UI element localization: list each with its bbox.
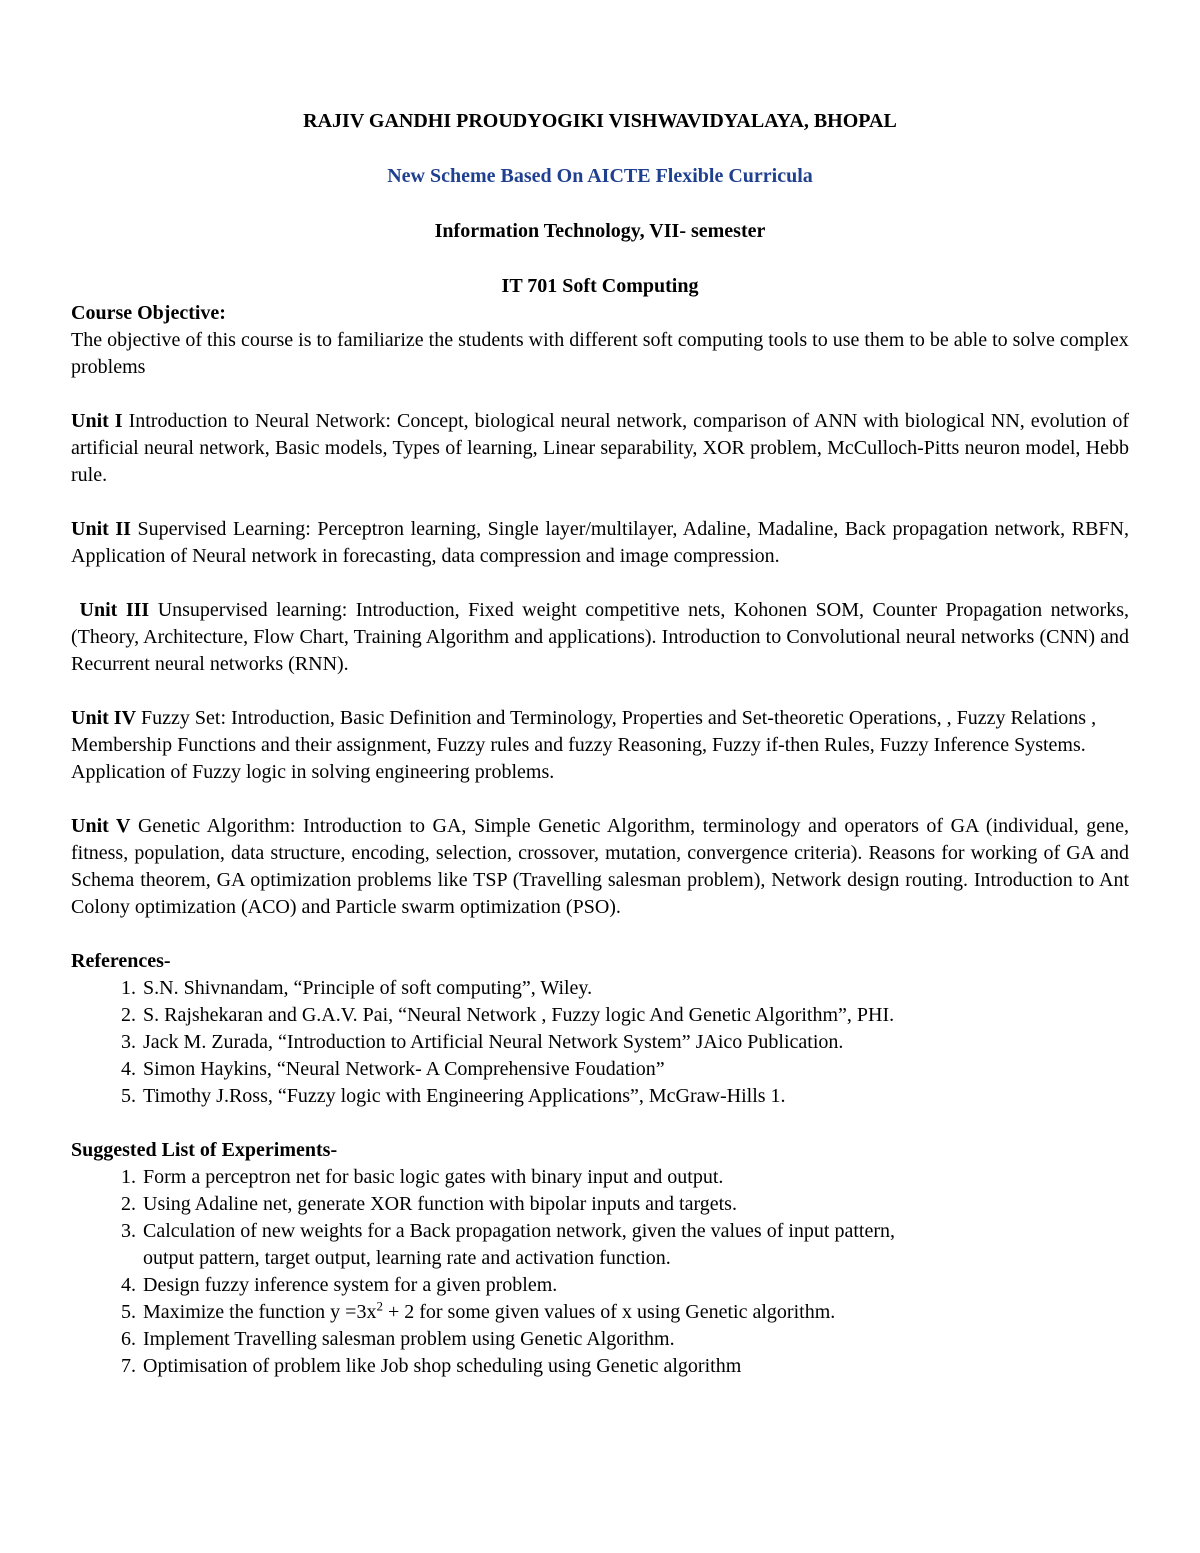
course-title: IT 701 Soft Computing [501, 275, 699, 297]
unit-1 [71, 408, 1129, 489]
experiment-5-before: Maximize the function y =3x [143, 1301, 377, 1323]
experiment-item: 3. Calculation of new weights for a Back propagation network, given the values of input pattern, output pattern, target output, learning rate and activation function. [141, 1218, 1129, 1272]
unit-1-title: Unit I [71, 410, 123, 432]
unit-3 [71, 597, 1129, 678]
unit-4 [71, 705, 1129, 786]
document-page [71, 108, 1129, 1380]
reference-item: 3. Jack M. Zurada, “Introduction to Artificial Neural Network System” JAico Publication. [141, 1029, 1129, 1056]
reference-item: 5. Timothy J.Ross, “Fuzzy logic with Engineering Applications”, McGraw-Hills 1. [141, 1083, 1129, 1110]
unit-2 [71, 516, 1129, 570]
unit-5-title: Unit V [71, 815, 131, 837]
unit-2-text: Supervised Learning: Perceptron learning, Single layer/multilayer, Adaline, Madaline, Back propagation network, RBFN, Application of Neural network in forecasting, data compression and image compression. [71, 518, 1129, 567]
experiment-item: 1. Form a perceptron net for basic logic gates with binary input and output. [141, 1164, 1129, 1191]
references-label: References- [71, 950, 171, 972]
scheme-title: New Scheme Based On AICTE Flexible Curricula [387, 165, 813, 187]
experiment-5-after: + 2 for some given values of x using Genetic algorithm. [382, 1301, 836, 1323]
unit-3-title: Unit III [79, 599, 150, 621]
reference-item: 2. S. Rajshekaran and G.A.V. Pai, “Neural Network , Fuzzy logic And Genetic Algorithm”, PHI. [141, 1002, 1129, 1029]
unit-2-title: Unit II [71, 518, 131, 540]
university-title: RAJIV GANDHI PROUDYOGIKI VISHWAVIDYALAYA, BHOPAL [303, 110, 897, 132]
references-list [71, 975, 1129, 1110]
experiment-5-exponent: 2 [376, 1298, 383, 1314]
unit-5-text: Genetic Algorithm: Introduction to GA, Simple Genetic Algorithm, terminology and operators of GA (individual, gene, fitness, population, data structure, encoding, selection, crossover, mutation, convergence criteria). Reasons for working of GA and Schema theorem, GA optimization problems like TSP (Travelling salesman problem), Network design routing. Introduction to Ant Colony optimization (ACO) and Particle swarm optimization (PSO). [71, 815, 1129, 918]
objective-text: The objective of this course is to familiarize the students with different soft computing tools to use them to be able to solve complex problems [71, 329, 1129, 378]
branch-semester: Information Technology, VII- semester [434, 220, 766, 242]
experiment-item: 6. Implement Travelling salesman problem using Genetic Algorithm. [141, 1326, 1129, 1353]
experiment-item: 2. Using Adaline net, generate XOR function with bipolar inputs and targets. [141, 1191, 1129, 1218]
unit-4-title: Unit IV [71, 707, 137, 729]
experiments-label: Suggested List of Experiments- [71, 1139, 338, 1161]
experiment-item [141, 1299, 1129, 1326]
experiments-list [71, 1164, 1129, 1380]
unit-5 [71, 813, 1129, 921]
reference-item: 1. S.N. Shivnandam, “Principle of soft computing”, Wiley. [141, 975, 1129, 1002]
unit-1-text: Introduction to Neural Network: Concept, biological neural network, comparison of ANN with biological NN, evolution of artificial neural network, Basic models, Types of learning, Linear separability, XOR problem, McCulloch-Pitts neuron model, Hebb rule. [71, 410, 1130, 486]
unit-3-text: Unsupervised learning: Introduction, Fixed weight competitive nets, Kohonen SOM, Counter Propagation networks, (Theory, Architecture, Flow Chart, Training Algorithm and applications). Introduction to Convolutional neural networks (CNN) and Recurrent neural networks (RNN). [71, 599, 1129, 675]
experiment-item: 7. Optimisation of problem like Job shop scheduling using Genetic algorithm [141, 1353, 1129, 1380]
reference-item: 4. Simon Haykins, “Neural Network- A Comprehensive Foudation” [141, 1056, 1129, 1083]
experiment-item: 4. Design fuzzy inference system for a given problem. [141, 1272, 1129, 1299]
unit-4-text: Fuzzy Set: Introduction, Basic Definition and Terminology, Properties and Set-theoretic Operations, , Fuzzy Relations , Membership Functions and their assignment, Fuzzy rules and fuzzy Reasoning, Fuzzy if-then Rules, Fuzzy Inference Systems. Application of Fuzzy logic in solving engineering problems. [71, 707, 1097, 783]
objective-label: Course Objective: [71, 302, 226, 324]
